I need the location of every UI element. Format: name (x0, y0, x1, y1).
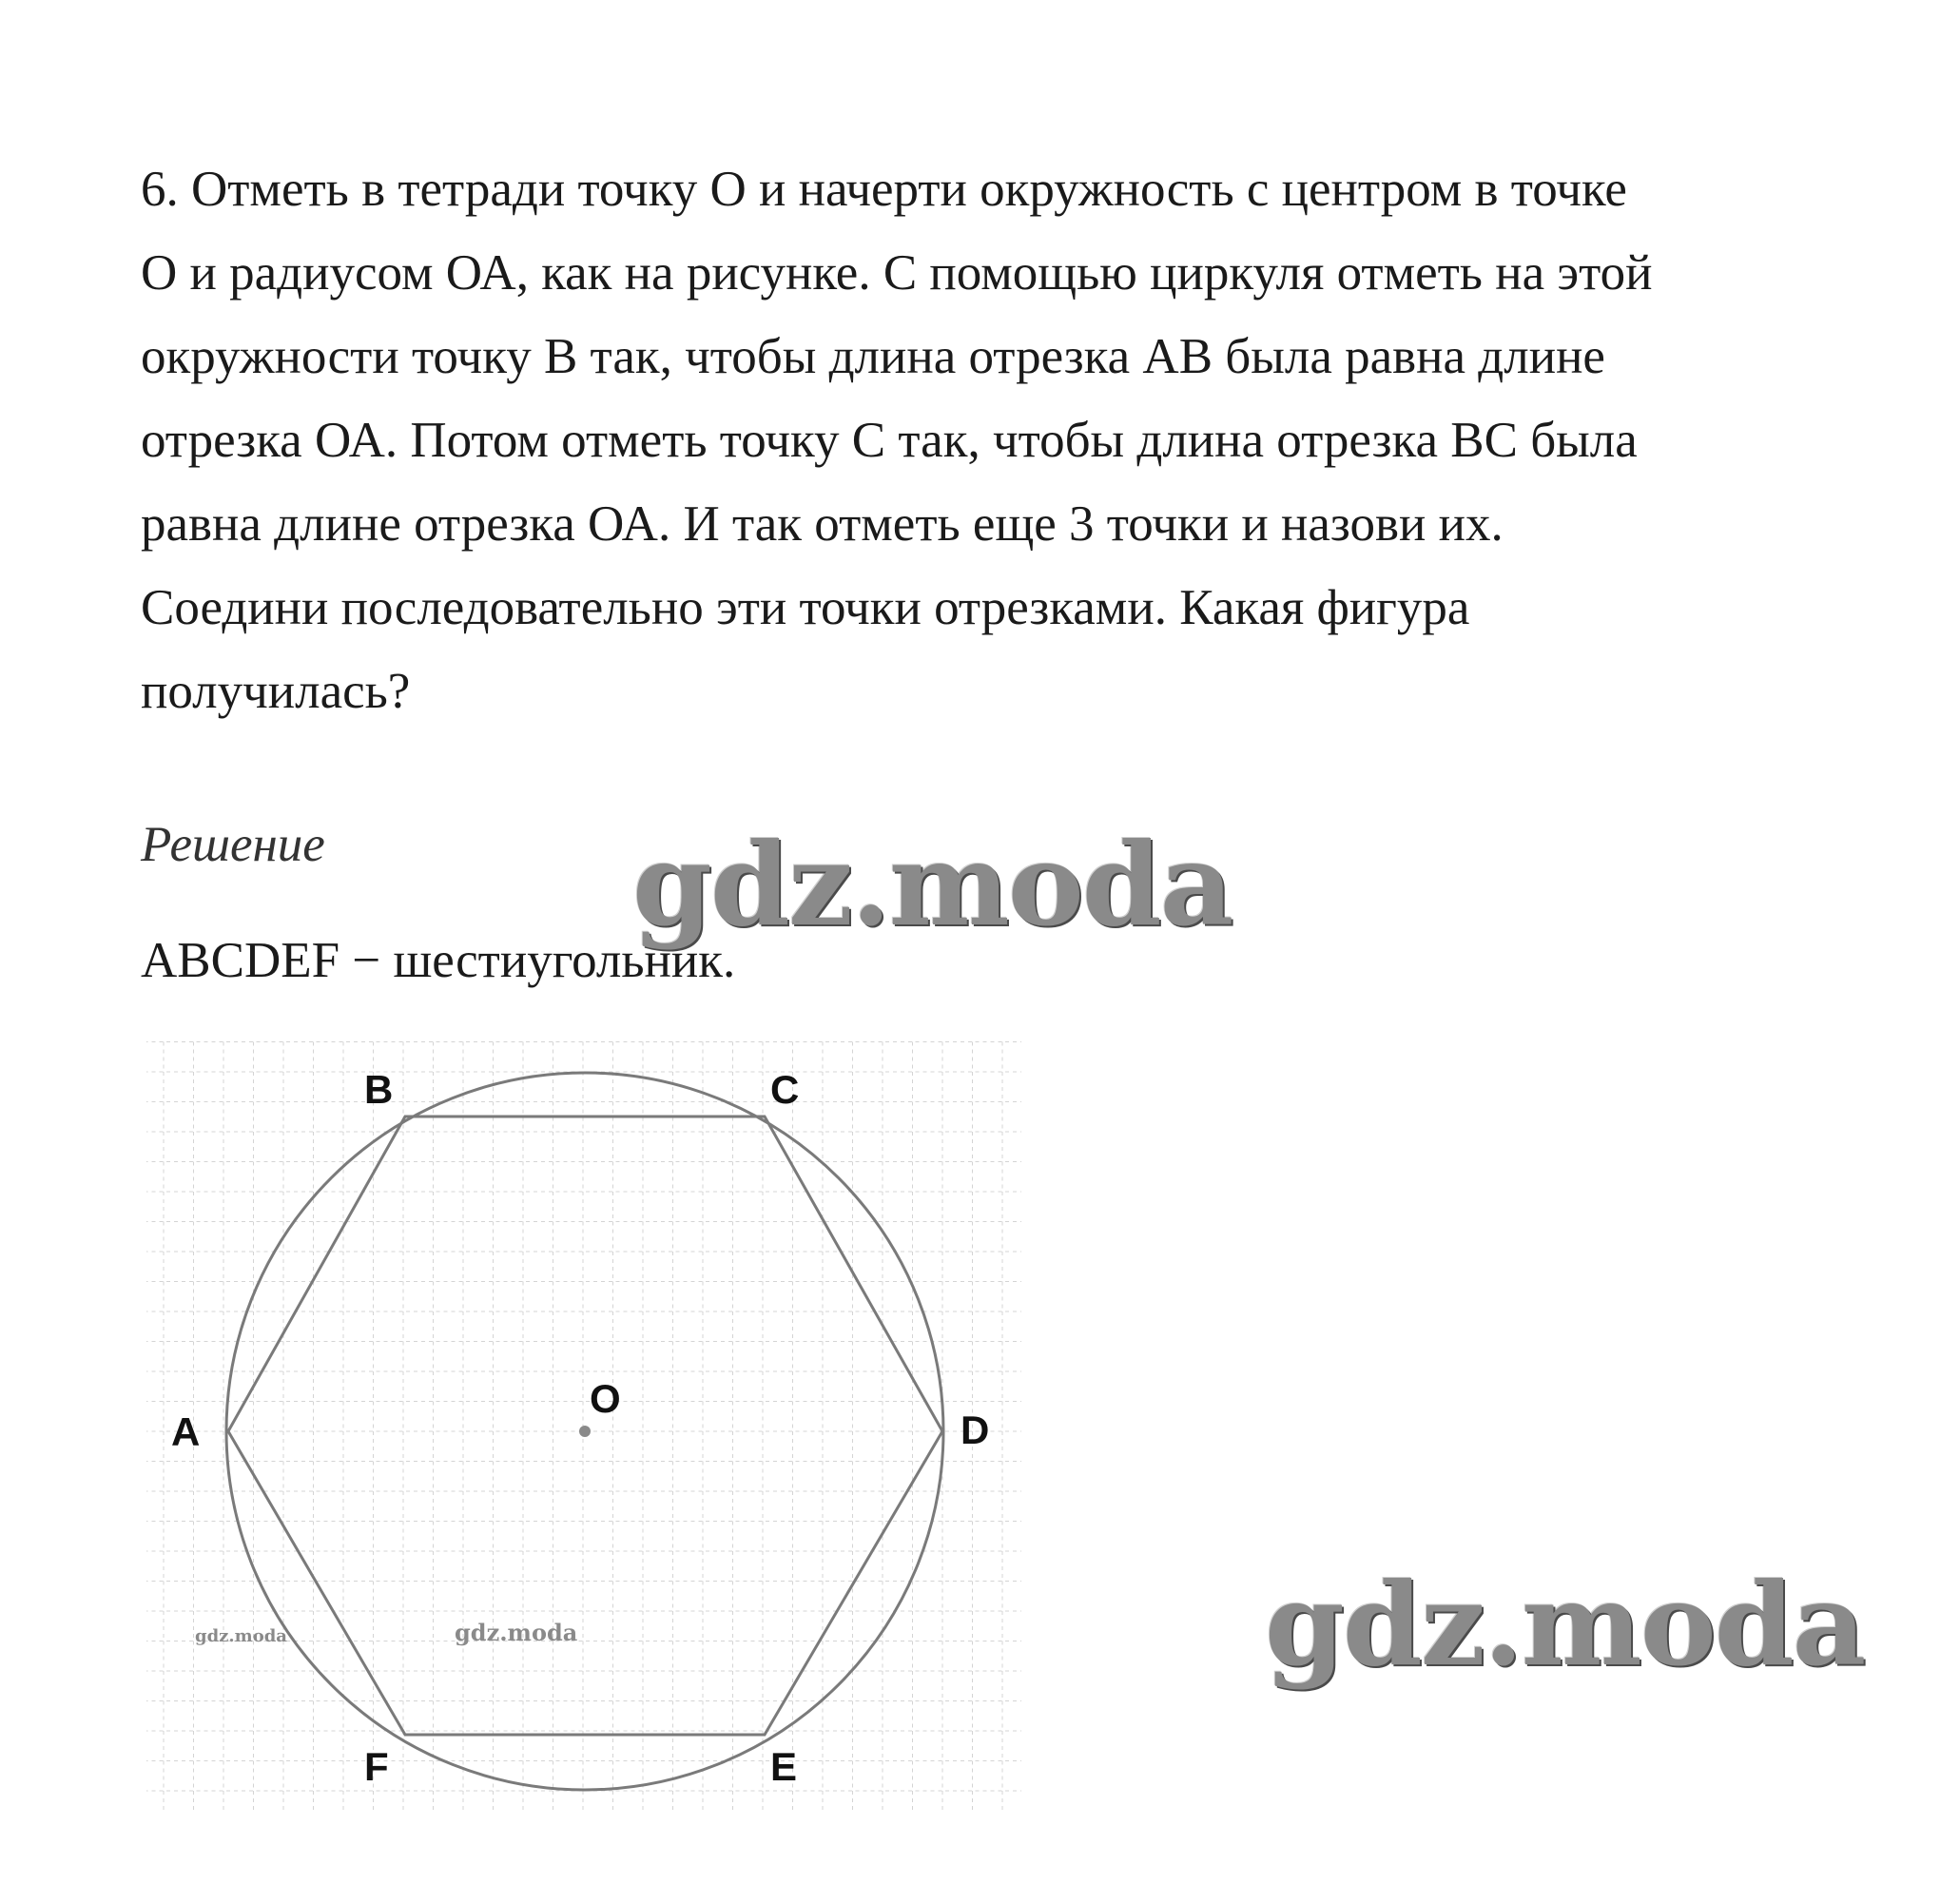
problem-text (141, 147, 1853, 733)
problem-line-6: Соедини последовательно эти точки отрезками. Какая фигура (141, 580, 1470, 635)
label-o: O (590, 1376, 621, 1421)
small-watermark-1: gdz.moda (195, 1626, 287, 1646)
center-point (579, 1426, 591, 1437)
label-d: D (961, 1408, 990, 1452)
solution-label: Решение (141, 817, 325, 872)
label-a: A (171, 1409, 201, 1454)
label-b: B (364, 1067, 394, 1112)
label-f: F (364, 1744, 389, 1789)
watermark-logo-2: gdz.moda (1265, 1558, 1865, 1692)
hexagon-figure (133, 1041, 1027, 1821)
problem-line-2: О и радиусом ОА, как на рисунке. С помощью циркуля отметь на этой (141, 245, 1653, 301)
solution-answer: ABCDEF − шестиугольник. (141, 933, 736, 988)
problem-line-5: равна длине отрезка ОА. И так отметь еще 3 точки и назови их. (141, 496, 1504, 552)
label-c: C (770, 1067, 800, 1112)
problem-line-1: 6. Отметь в тетради точку О и начерти окружность с центром в точке (141, 162, 1627, 217)
problem-line-7: получилась? (141, 664, 411, 719)
label-e: E (770, 1744, 798, 1789)
small-watermark-2: gdz.moda (455, 1619, 578, 1646)
problem-line-3: окружности точку В так, чтобы длина отрезка АВ была равна длине (141, 329, 1605, 384)
watermark-logo: gdz.moda (632, 818, 1232, 952)
problem-line-4: отрезка ОА. Потом отметь точку С так, чтобы длина отрезка ВС была (141, 413, 1638, 468)
